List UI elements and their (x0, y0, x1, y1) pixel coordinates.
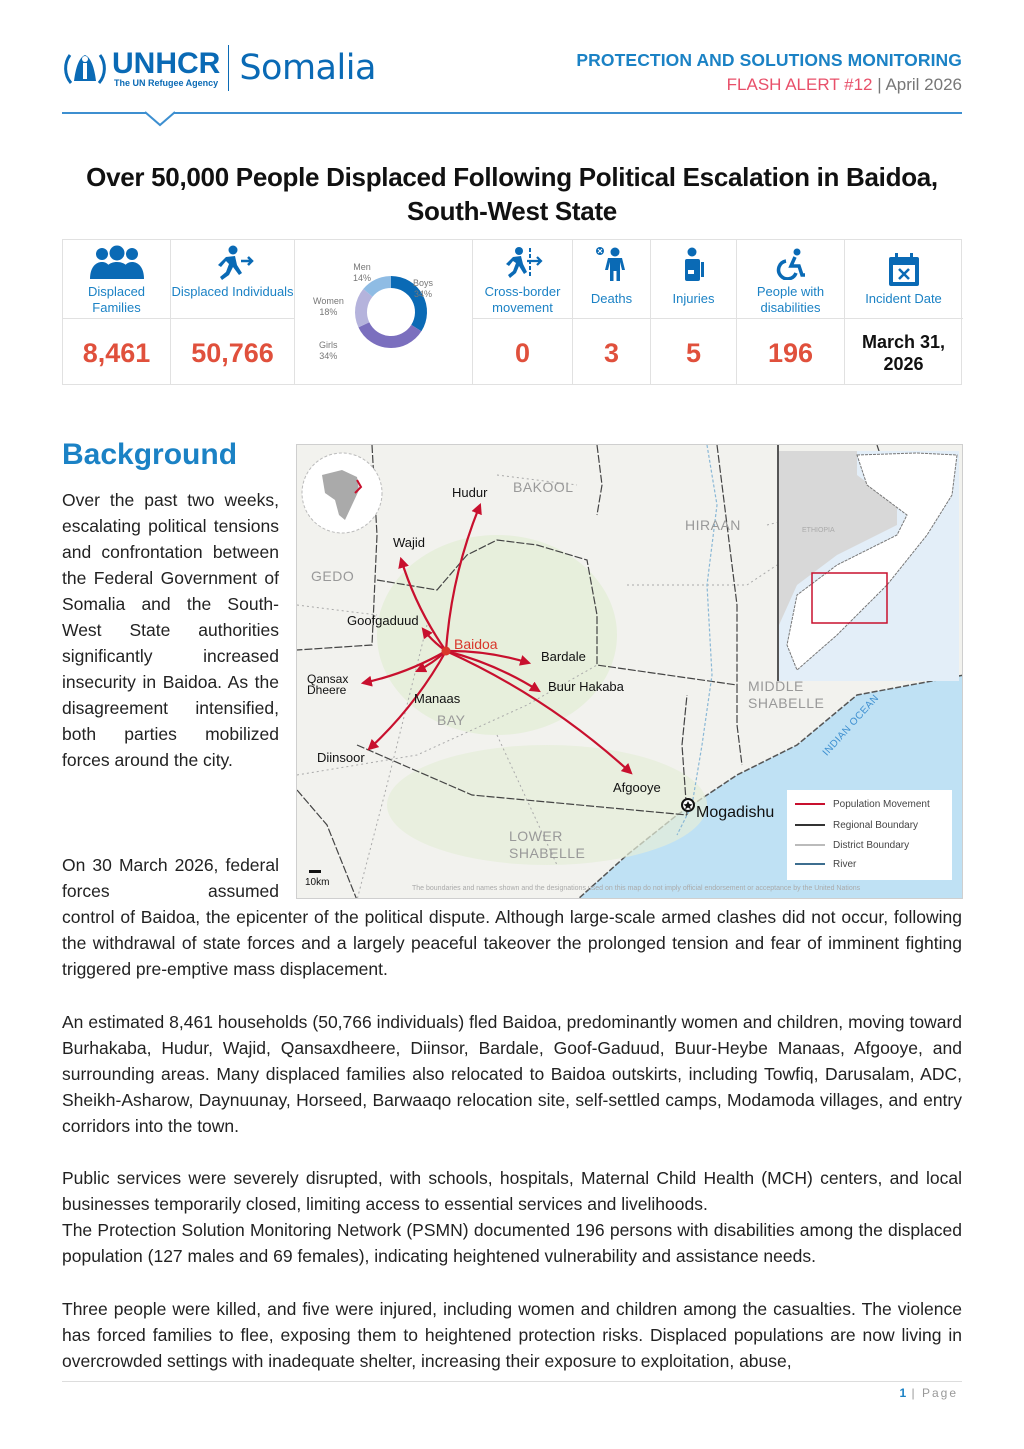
stat-disabilities (737, 240, 845, 384)
stat-label: People with disabilities (756, 284, 825, 315)
stat-label: Deaths (590, 291, 633, 306)
town-label-goofgaduud: Goofgaduud (347, 613, 419, 628)
background-paragraph-6: Three people were killed, and five were injured, including women and children among the casualties. The violence has forced families to flee, exposing them to heightened protection risks. Displaced populations are now living in overcrowded settings with inadequate shelter, increasing their exposure to exploitation, abuse, (62, 1299, 962, 1371)
town-label-diinsoor: Diinsoor (317, 750, 365, 765)
baidoa-marker (442, 647, 451, 656)
scale-bar (309, 870, 321, 873)
background-paragraph-2-cont: control of Baidoa, the epicenter of the political dispute. Although large-scale armed clashes did not occur, following the withdrawal of state forces and a largely peaceful takeover the prolonged tension and fear of imminent fighting triggered pre-emptive mass displacement. (62, 907, 962, 979)
family-icon (88, 245, 146, 281)
map-legend (787, 790, 952, 880)
stat-value: 3 (603, 338, 620, 368)
scale-label: 10km (305, 877, 330, 888)
town-label-afgooye: Afgooye (613, 780, 661, 795)
terrain-bay (377, 535, 617, 735)
header-notch-icon (145, 111, 175, 127)
stat-value-line2: 2026 (883, 354, 924, 374)
flash-alert-label: FLASH ALERT #12 (726, 75, 873, 94)
unhcr-logo (62, 40, 376, 96)
report-date: April 2026 (885, 75, 962, 94)
inset-map (778, 445, 959, 681)
legend-swatch (795, 844, 825, 846)
displacement-map (296, 444, 963, 899)
stat-label: Displaced Families (87, 284, 146, 315)
region-label-lower-shabelle: LOWER SHABELLE (509, 828, 586, 861)
header-divider (62, 112, 962, 114)
page-title: Over 50,000 People Displaced Following Political Escalation in Baidoa, South-West State (86, 162, 938, 226)
legend-swatch (795, 863, 825, 865)
legend-item: Regional Boundary (795, 817, 948, 833)
town-label-hudur: Hudur (452, 485, 488, 500)
legend-item: Population Movement (795, 796, 948, 812)
town-label-buur-hakaba: Buur Hakaba (548, 679, 624, 694)
stats-table (62, 239, 962, 385)
org-name: UNHCR (112, 46, 221, 80)
death-person-icon (595, 246, 629, 282)
stat-value: 5 (685, 338, 702, 368)
legend-item: River (795, 856, 948, 872)
page-number: 1 | Page (899, 1386, 958, 1400)
legend-swatch (795, 803, 825, 805)
country-name: Somalia (239, 48, 376, 88)
ocean-label: INDIAN OCEAN (820, 692, 882, 759)
background-paragraph-5: The Protection Solution Monitoring Network (PSMN) documented 196 persons with disabilities among the displaced population (127 males and 69 females), indicating heightened vulnerability and assistance needs. (62, 1220, 962, 1266)
stat-label: Cross-border movement (484, 284, 561, 315)
donut-slice-girls (358, 322, 421, 348)
legend-swatch (795, 824, 825, 826)
town-label-baidoa: Baidoa (454, 636, 498, 652)
stat-value: 8,461 (82, 338, 151, 368)
stat-label: Displaced Individuals (171, 284, 294, 299)
background-paragraph-1: Over the past two weeks, escalating political tensions and confrontation between the Federal Government of Somalia and the South-West State authorities significantly increased insecurity in Baidoa. As the disagreement intensified, both parties mobilized forces around the city. (62, 490, 279, 770)
town-label-wajid: Wajid (393, 535, 426, 550)
background-paragraph-2-start: On 30 March 2026, federal forces assumed (62, 855, 279, 901)
globe-locator (302, 453, 382, 533)
town-label-mogadishu: Mogadishu (696, 804, 775, 821)
cross-border-icon (503, 246, 543, 280)
background-paragraph-3: An estimated 8,461 households (50,766 individuals) fled Baidoa, predominantly women and children, moving toward Burhakaba, Hudur, Wajid, Qansaxdheere, Diinsor, Bardale, Goof-Gaduud, Buur-Heybe Manaas, Afgooye, and surrounding areas. Many displaced families also relocated to Baidoa outskirts, including Towfiq, Darusalam, ADC, Sheikh-Asharow, Daynuunay, Horseed, Barwaaqo relocation site, self-settled camps, Modamoda villages, and entry corridors into the town. (62, 1012, 962, 1136)
town-label-manaas: Manaas (414, 691, 461, 706)
subtitle-separator: | (872, 75, 886, 94)
stat-value: 196 (767, 338, 814, 368)
donut-label-women: Women 18% (313, 296, 344, 317)
stat-label: Injuries (672, 291, 715, 306)
region-label-hiraan: HIRAAN (685, 517, 741, 533)
calendar-x-icon (887, 252, 921, 288)
demographics-donut-chart (295, 240, 473, 384)
stat-deaths (573, 240, 651, 384)
report-subtitle (576, 75, 962, 95)
inset-country-label: ETHIOPIA (802, 527, 835, 534)
injured-person-icon (680, 246, 708, 282)
section-heading-background: Background (62, 438, 238, 471)
org-tagline: The UN Refugee Agency (114, 77, 219, 88)
stat-value: 50,766 (191, 338, 274, 368)
logo-divider (228, 45, 229, 91)
donut-label-men: Men 14% (353, 262, 372, 283)
footer-divider (62, 1381, 962, 1382)
town-label-bardale: Bardale (541, 649, 586, 664)
region-label-middle-shabelle: MIDDLE SHABELLE (748, 678, 825, 711)
town-label-qansax-dheere: Qansax Dheere (307, 672, 349, 697)
donut-label-girls: Girls 34% (319, 340, 338, 361)
donut-label-boys: Boys 34% (413, 278, 434, 299)
stat-displaced-individuals (171, 240, 295, 384)
region-label-gedo: GEDO (311, 568, 355, 584)
stat-displaced-families (63, 240, 171, 384)
stat-injuries (651, 240, 737, 384)
report-type: PROTECTION AND SOLUTIONS MONITORING (576, 50, 962, 70)
stat-value: 0 (514, 338, 531, 368)
region-label-bakool: BAKOOL (513, 479, 574, 495)
stat-cross-border (473, 240, 573, 384)
report-header (576, 50, 962, 95)
running-person-icon (211, 245, 255, 281)
map-disclaimer: The boundaries and names shown and the designations used on this map do not imply official endorsement or acceptance by the United Nations (412, 885, 861, 892)
stat-incident-date (845, 240, 962, 384)
legend-item: District Boundary (795, 837, 948, 853)
stat-value-line1: March 31, (861, 332, 946, 352)
wheelchair-icon (775, 248, 807, 280)
unhcr-emblem-icon (62, 45, 108, 91)
donut-slice-women (355, 289, 373, 327)
background-paragraph-4: Public services were severely disrupted, with schools, hospitals, Maternal Child Health (MCH) centers, and local businesses temporarily closed, limiting access to essential services and livelihoods. (62, 1168, 962, 1214)
stat-label: Incident Date (865, 291, 942, 306)
region-label-bay: BAY (437, 712, 466, 728)
